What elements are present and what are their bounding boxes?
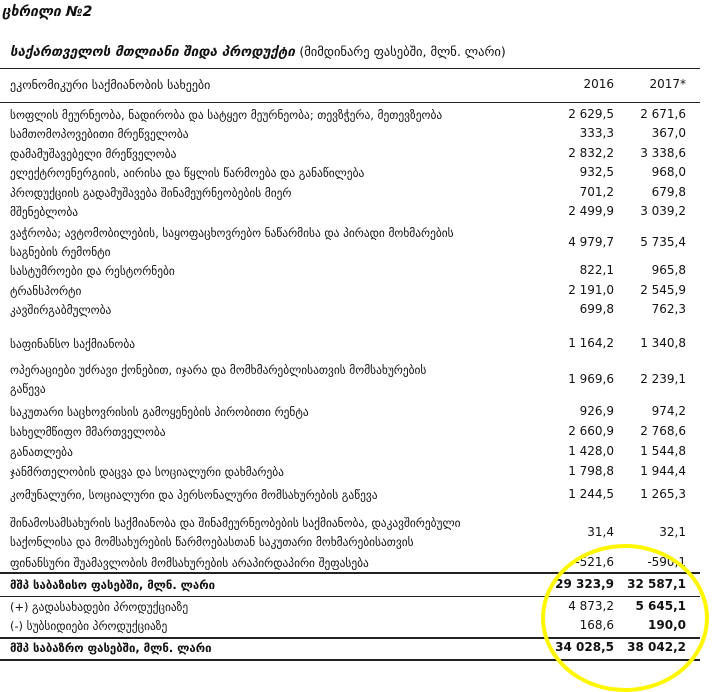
table-row <box>0 125 700 144</box>
value-2017: 1 544,8 <box>640 444 686 458</box>
taxes-2016: 4 873,2 <box>568 599 614 613</box>
taxes-label: (+) გადასახადები პროდუქციაზე <box>10 600 189 614</box>
value-2016: 2 660,9 <box>568 424 614 438</box>
row-label <box>10 282 550 301</box>
row-label-line: ვაჭრობა; ავტომობილების, საყოფაცხოვრებო ნაწარმისა და პირადი მოხმარების <box>10 226 454 240</box>
value-2016: 1 164,2 <box>568 336 614 350</box>
row-label-line: კავშირგაბმულობა <box>10 303 112 317</box>
table-row <box>0 554 700 573</box>
row-label <box>10 423 550 442</box>
value-2017: 2 239,1 <box>640 372 686 386</box>
table-title <box>10 44 506 60</box>
table-row <box>0 164 700 183</box>
row-label-line: ელექტროენერგიის, აირისა და წყლის წარმოება და განაწილება <box>10 166 365 180</box>
value-2017: 965,8 <box>651 263 686 277</box>
table-row <box>0 403 700 422</box>
row-label-line: კომუნალური, სოციალური და პერსონალური მომსახურების გაწევა <box>10 488 378 502</box>
value-2016: 333,3 <box>579 126 614 140</box>
table-row <box>0 443 700 462</box>
totals-mid-rule <box>0 596 700 597</box>
row-label-line: სახელმწიფო მმართველობა <box>10 425 166 439</box>
row-label-line: გაწევა <box>10 382 46 396</box>
value-2016: 699,8 <box>579 302 614 316</box>
row-label-line: ფინანსური შუამავლობის მომსახურების არაპირდაპირი შეფასება <box>10 556 369 570</box>
value-2017: 5 735,4 <box>640 235 686 249</box>
value-2016: 701,2 <box>579 185 614 199</box>
header-row <box>0 76 700 98</box>
row-label-line: საკუთარი საცხოვრისის გამოყენების პირობითი რენტა <box>10 405 309 419</box>
row-label <box>10 262 550 281</box>
table-row <box>0 184 700 203</box>
table-row <box>0 224 700 262</box>
header-rule <box>0 102 700 103</box>
value-2017: 1 944,4 <box>640 464 686 478</box>
value-2017: 2 545,9 <box>640 283 686 297</box>
row-label-line: სასტუმროები და რესტორნები <box>10 264 175 278</box>
row-label-line: საქონლისა და მომსახურების წარმოებასთან საკუთარი მოხმარებისათვის <box>10 535 414 549</box>
value-2016: 1 428,0 <box>568 444 614 458</box>
value-2017: -590,1 <box>647 555 686 569</box>
taxes-2017: 5 645,1 <box>635 599 686 613</box>
table-row <box>0 282 700 301</box>
row-label-line: შინამოსამსახურის საქმიანობა და შინამეურნეობების საქმიანობა, დაკავშირებული <box>10 516 461 530</box>
subsidies-2017: 190,0 <box>648 618 686 632</box>
row-label-line: ტრანსპორტი <box>10 284 82 298</box>
table-row <box>0 463 700 482</box>
table-row <box>0 335 700 354</box>
market-2017: 38 042,2 <box>627 640 686 654</box>
value-2016: 1 798,8 <box>568 464 614 478</box>
value-2016: 2 191,0 <box>568 283 614 297</box>
row-label <box>10 164 550 183</box>
total-row-basic <box>0 576 700 596</box>
table-row <box>0 145 700 164</box>
value-2017: 3 338,6 <box>640 146 686 160</box>
row-label <box>10 203 550 222</box>
top-rule <box>0 68 700 69</box>
title-main: საქართველოს მთლიანი შიდა პროდუქტი <box>10 44 296 60</box>
value-2017: 1 340,8 <box>640 336 686 350</box>
value-2017: 3 039,2 <box>640 204 686 218</box>
value-2016: 926,9 <box>579 404 614 418</box>
subsidies-label: (-) სუბსიდიები პროდუქციაზე <box>10 619 168 633</box>
row-label <box>10 301 550 320</box>
row-label <box>10 463 550 482</box>
row-label <box>10 486 550 505</box>
value-2016: 2 499,9 <box>568 204 614 218</box>
value-2017: 679,8 <box>651 185 686 199</box>
market-label: მშპ საბაზრო ფასებში, მლნ. ლარი <box>10 641 212 655</box>
value-2016: 2 629,5 <box>568 107 614 121</box>
row-label <box>10 361 550 399</box>
value-2017: 2 671,6 <box>640 107 686 121</box>
row-label <box>10 145 550 164</box>
total-row-taxes <box>0 598 700 618</box>
value-2017: 1 265,3 <box>640 487 686 501</box>
value-2016: 4 979,7 <box>568 235 614 249</box>
value-2016: 822,1 <box>579 263 614 277</box>
totals-top-rule <box>0 572 700 574</box>
total-basic-2017: 32 587,1 <box>627 577 686 591</box>
row-label <box>10 224 550 262</box>
table-row <box>0 106 700 125</box>
bottom-rule <box>0 659 700 661</box>
table-row <box>0 301 700 320</box>
row-label <box>10 184 550 203</box>
row-label <box>10 125 550 144</box>
row-label-line: სამთომოპოვებითი მრეწველობა <box>10 127 189 141</box>
table-row <box>0 361 700 399</box>
value-2017: 2 768,6 <box>640 424 686 438</box>
header-2016: 2016 <box>583 77 614 91</box>
value-2017: 974,2 <box>651 404 686 418</box>
value-2017: 968,0 <box>651 165 686 179</box>
title-note: (მიმდინარე ფასებში, მლნ. ლარი) <box>299 44 506 59</box>
value-2016: 932,5 <box>579 165 614 179</box>
value-2017: 32,1 <box>659 525 686 539</box>
row-label-line: ჯანმრთელობის დაცვა და სოციალური დახმარება <box>10 465 284 479</box>
row-label-line: განათლება <box>10 445 73 459</box>
row-label <box>10 554 550 573</box>
total-row-market <box>0 639 700 659</box>
table-row <box>0 486 700 505</box>
row-label-line: პროდუქციის გადამუშავება შინამეურნეობების მიერ <box>10 186 292 200</box>
row-label-line: ოპერაციები უძრავი ქონებით, იჯარა და მომხმარებლისათვის მომსახურების <box>10 363 427 377</box>
value-2017: 762,3 <box>651 302 686 316</box>
table-row <box>0 514 700 552</box>
row-label <box>10 443 550 462</box>
market-2016: 34 028,5 <box>555 640 614 654</box>
value-2016: 1 969,6 <box>568 372 614 386</box>
header-2017: 2017* <box>649 77 686 91</box>
row-label <box>10 514 550 552</box>
row-label-line: საგნების რემონტი <box>10 245 111 259</box>
row-label-line: სოფლის მეურნეობა, ნადირობა და სატყეო მეურნეობა; თევზჭერა, მეთევზეობა <box>10 108 443 122</box>
table-number: ცხრილი №2 <box>2 4 93 20</box>
table-row <box>0 203 700 222</box>
value-2017: 367,0 <box>651 126 686 140</box>
row-label <box>10 106 550 125</box>
row-label <box>10 403 550 422</box>
header-label: ეკონომიკური საქმიანობის სახეები <box>10 78 211 92</box>
value-2016: 31,4 <box>587 525 614 539</box>
row-label <box>10 335 550 354</box>
table-row <box>0 262 700 281</box>
value-2016: -521,6 <box>575 555 614 569</box>
row-label-line: მშენებლობა <box>10 205 79 219</box>
total-basic-2016: 29 323,9 <box>555 577 614 591</box>
value-2016: 1 244,5 <box>568 487 614 501</box>
subsidies-2016: 168,6 <box>579 618 614 632</box>
value-2016: 2 832,2 <box>568 146 614 160</box>
table-row <box>0 423 700 442</box>
row-label-line: დამამუშავებელი მრეწველობა <box>10 147 177 161</box>
total-basic-label: მშპ საბაზისო ფასებში, მლნ. ლარი <box>10 578 216 592</box>
row-label-line: საფინანსო საქმიანობა <box>10 337 136 351</box>
total-row-subsidies <box>0 617 700 637</box>
